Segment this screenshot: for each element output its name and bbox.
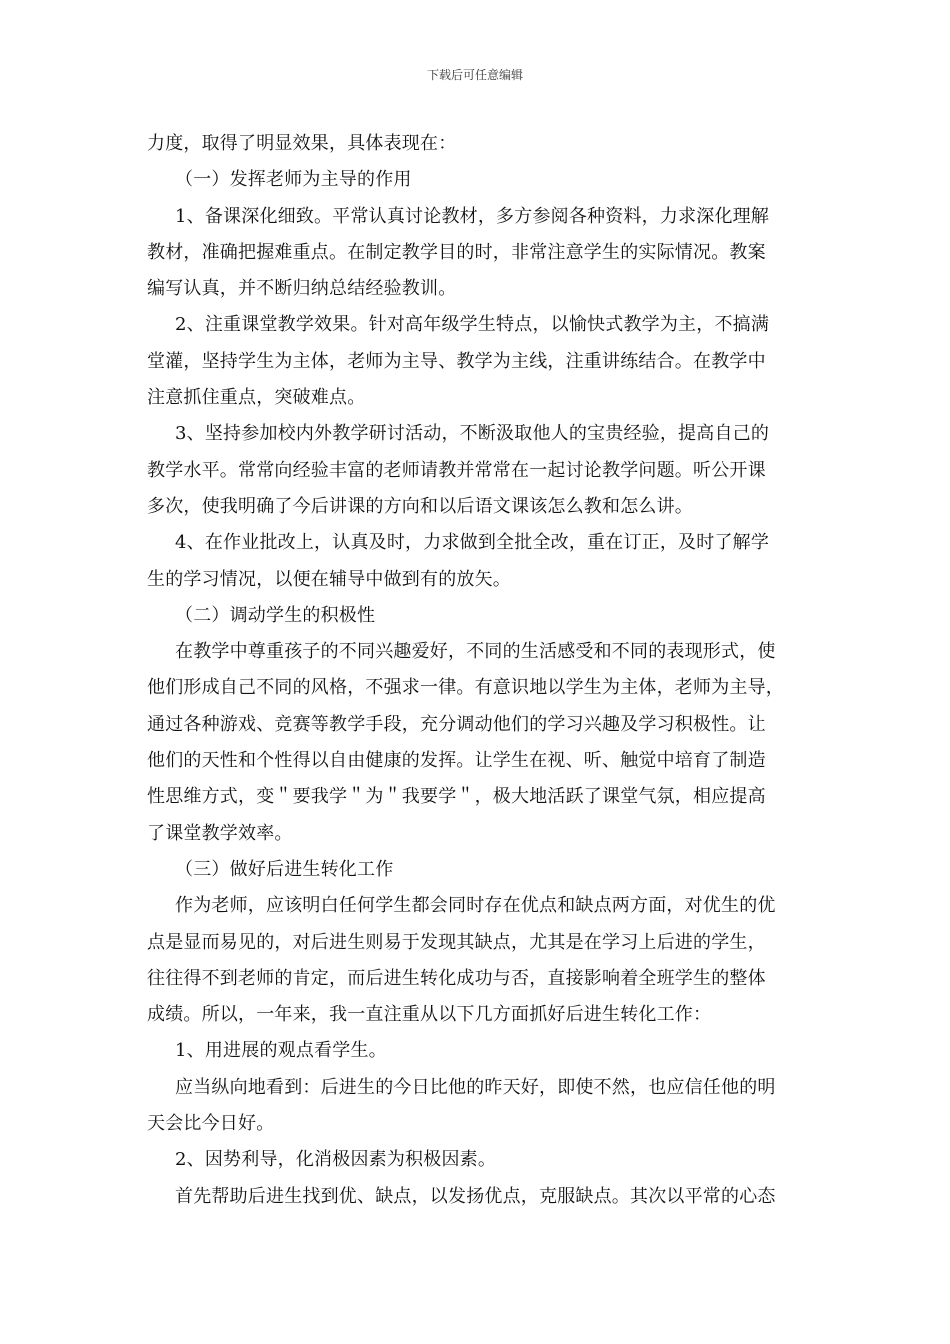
- text-line: 作为老师，应该明白任何学生都会同时存在优点和缺点两方面，对优生的优: [175, 895, 776, 917]
- text-line: 2、注重课堂教学效果。针对高年级学生特点，以愉快式教学为主，不搞满: [175, 314, 770, 336]
- document-body: [147, 126, 821, 1215]
- text-line: 点是显而易见的，对后进生则易于发现其缺点，尤其是在学习上后进的学生，: [147, 931, 766, 953]
- text-line: （一）发挥老师为主导的作用: [175, 169, 412, 191]
- text-line: 了课堂教学效率。: [147, 822, 293, 844]
- text-line: 多次，使我明确了今后讲课的方向和以后语文课该怎么教和怎么讲。: [147, 495, 693, 517]
- text-line: 生的学习情况，以便在辅导中做到有的放矢。: [147, 568, 511, 590]
- text-line: 力度，取得了明显效果，具体表现在：: [147, 133, 457, 154]
- text-line: 编写认真，并不断归纳总结经验教训。: [147, 278, 457, 300]
- text-line: 堂灌，坚持学生为主体，老师为主导、教学为主线，注重讲练结合。在教学中: [147, 350, 766, 372]
- text-line: 通过各种游戏、竞赛等教学手段，充分调动他们的学习兴趣及学习积极性。让: [147, 713, 766, 735]
- text-line: 他们形成自己不同的风格，不强求一律。有意识地以学生为主体，老师为主导，: [147, 677, 784, 699]
- text-line: 应当纵向地看到：后进生的今日比他的昨天好，即使不然，也应信任他的明: [175, 1076, 776, 1098]
- text-line: 1、用进展的观点看学生。: [175, 1040, 387, 1062]
- text-line: 3、坚持参加校内外教学研讨活动，不断汲取他人的宝贵经验，提高自己的: [175, 423, 770, 445]
- text-line: （二）调动学生的积极性: [175, 604, 376, 626]
- text-line: 1、备课深化细致。平常认真讨论教材，多方参阅各种资料，力求深化理解: [175, 205, 770, 227]
- text-line: 注意抓住重点，突破难点。: [147, 387, 366, 409]
- text-line: 天会比今日好。: [147, 1113, 275, 1135]
- text-line: 性思维方式，变＂要我学＂为＂我要学＂，极大地活跃了课堂气氛，相应提高: [147, 786, 766, 808]
- text-line: 成绩。所以，一年来，我一直注重从以下几方面抓好后进生转化工作：: [147, 1004, 712, 1026]
- text-line: 教学水平。常常向经验丰富的老师请教并常常在一起讨论教学问题。听公开课: [147, 459, 766, 481]
- text-line: 首先帮助后进生找到优、缺点，以发扬优点，克服缺点。其次以平常的心态: [175, 1185, 776, 1207]
- text-line: 在教学中尊重孩子的不同兴趣爱好，不同的生活感受和不同的表现形式，使: [175, 641, 776, 663]
- text-line: 4、在作业批改上，认真及时，力求做到全批全改，重在订正，及时了解学: [175, 532, 770, 554]
- text-line: 往往得不到老师的肯定，而后进生转化成功与否，直接影响着全班学生的整体: [147, 967, 766, 989]
- text-line: 2、因势利导，化消极因素为积极因素。: [175, 1149, 497, 1171]
- page-header: 下载后可任意编辑: [426, 68, 523, 82]
- text-line: 他们的天性和个性得以自由健康的发挥。让学生在视、听、触觉中培育了制造: [147, 750, 766, 772]
- text-line: 教材，准确把握难重点。在制定教学目的时，非常注意学生的实际情况。教案: [147, 241, 766, 263]
- text-line: （三）做好后进生转化工作: [175, 858, 394, 880]
